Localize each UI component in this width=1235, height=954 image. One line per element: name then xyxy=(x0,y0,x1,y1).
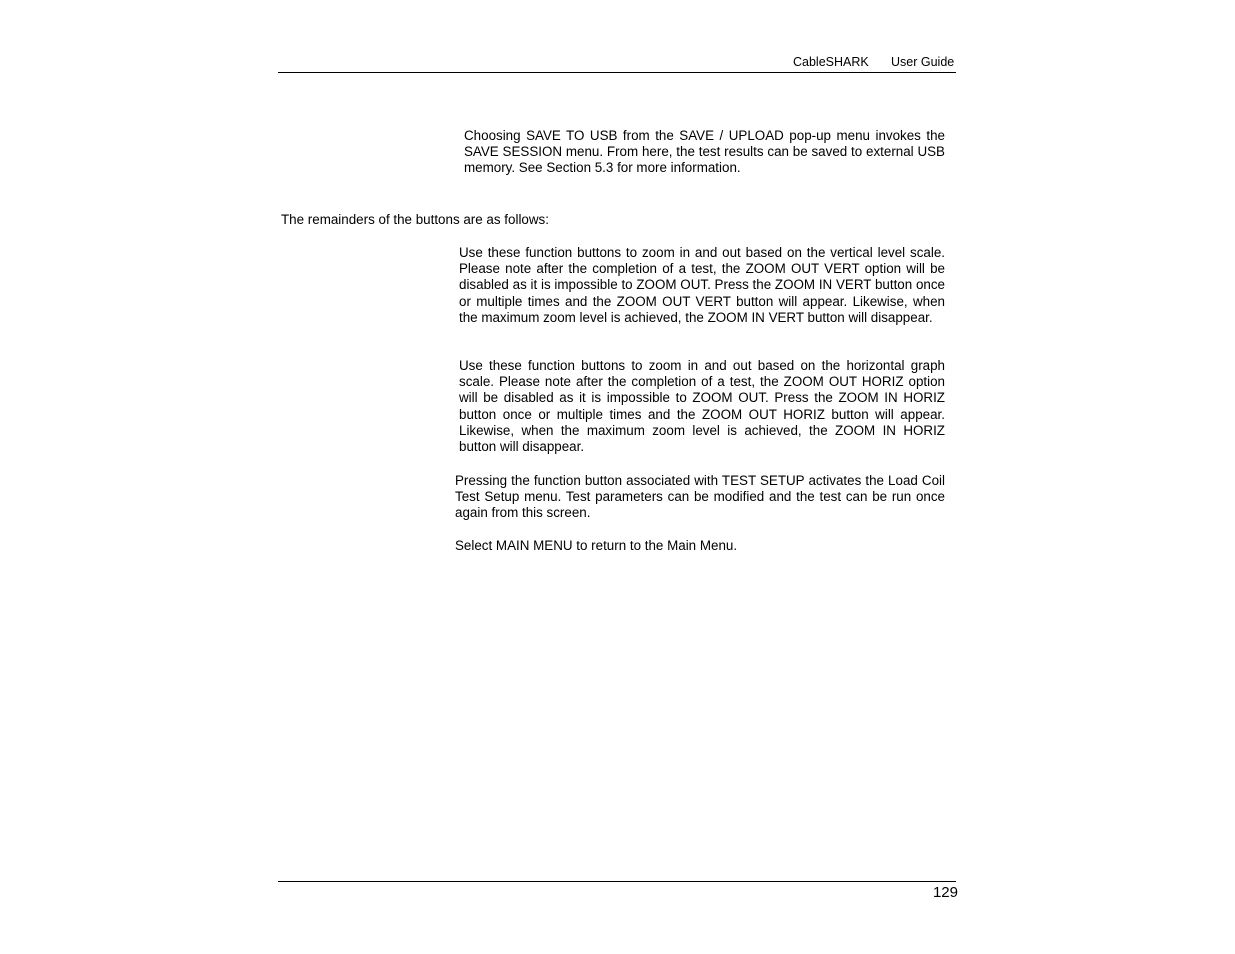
header-divider xyxy=(278,72,956,73)
test-setup-paragraph: Pressing the function button associated with TEST SETUP activates the Load Coil Test Setup menu. Test parameters can be modified and the test can be run once again from this screen. xyxy=(455,473,945,521)
footer-divider xyxy=(278,881,956,882)
zoom-vertical-paragraph: Use these function buttons to zoom in and out based on the vertical level scale. Please note after the completion of a test, the ZOOM OUT VERT option will be disabled as it is impossible to ZOOM OUT. Press the ZOOM IN VERT button once or multiple times and the ZOOM OUT VERT button will appear. Likewise, when the maximum zoom level is achieved, the ZOOM IN VERT button will disappear. xyxy=(459,245,945,325)
header-product-name: CableSHARK xyxy=(793,55,869,69)
page-number: 129 xyxy=(932,884,958,901)
zoom-horizontal-paragraph: Use these function buttons to zoom in and out based on the horizontal graph scale. Please note after the completion of a test, the ZOOM OUT HORIZ option will be disabled as it is impossible to ZOOM OUT. Press the ZOOM IN HORIZ button once or multiple times and the ZOOM OUT HORIZ button will appear. Likewise, when the maximum zoom level is achieved, the ZOOM IN HORIZ button will disappear. xyxy=(459,358,945,455)
main-menu-paragraph: Select MAIN MENU to return to the Main Menu. xyxy=(455,538,738,553)
header-guide-title: User Guide xyxy=(891,55,955,69)
save-to-usb-paragraph: Choosing SAVE TO USB from the SAVE / UPLOAD pop-up menu invokes the SAVE SESSION menu. From here, the test results can be saved to external USB memory. See Section 5.3 for more information. xyxy=(464,128,945,176)
remainders-intro-paragraph: The remainders of the buttons are as follows: xyxy=(281,212,549,227)
